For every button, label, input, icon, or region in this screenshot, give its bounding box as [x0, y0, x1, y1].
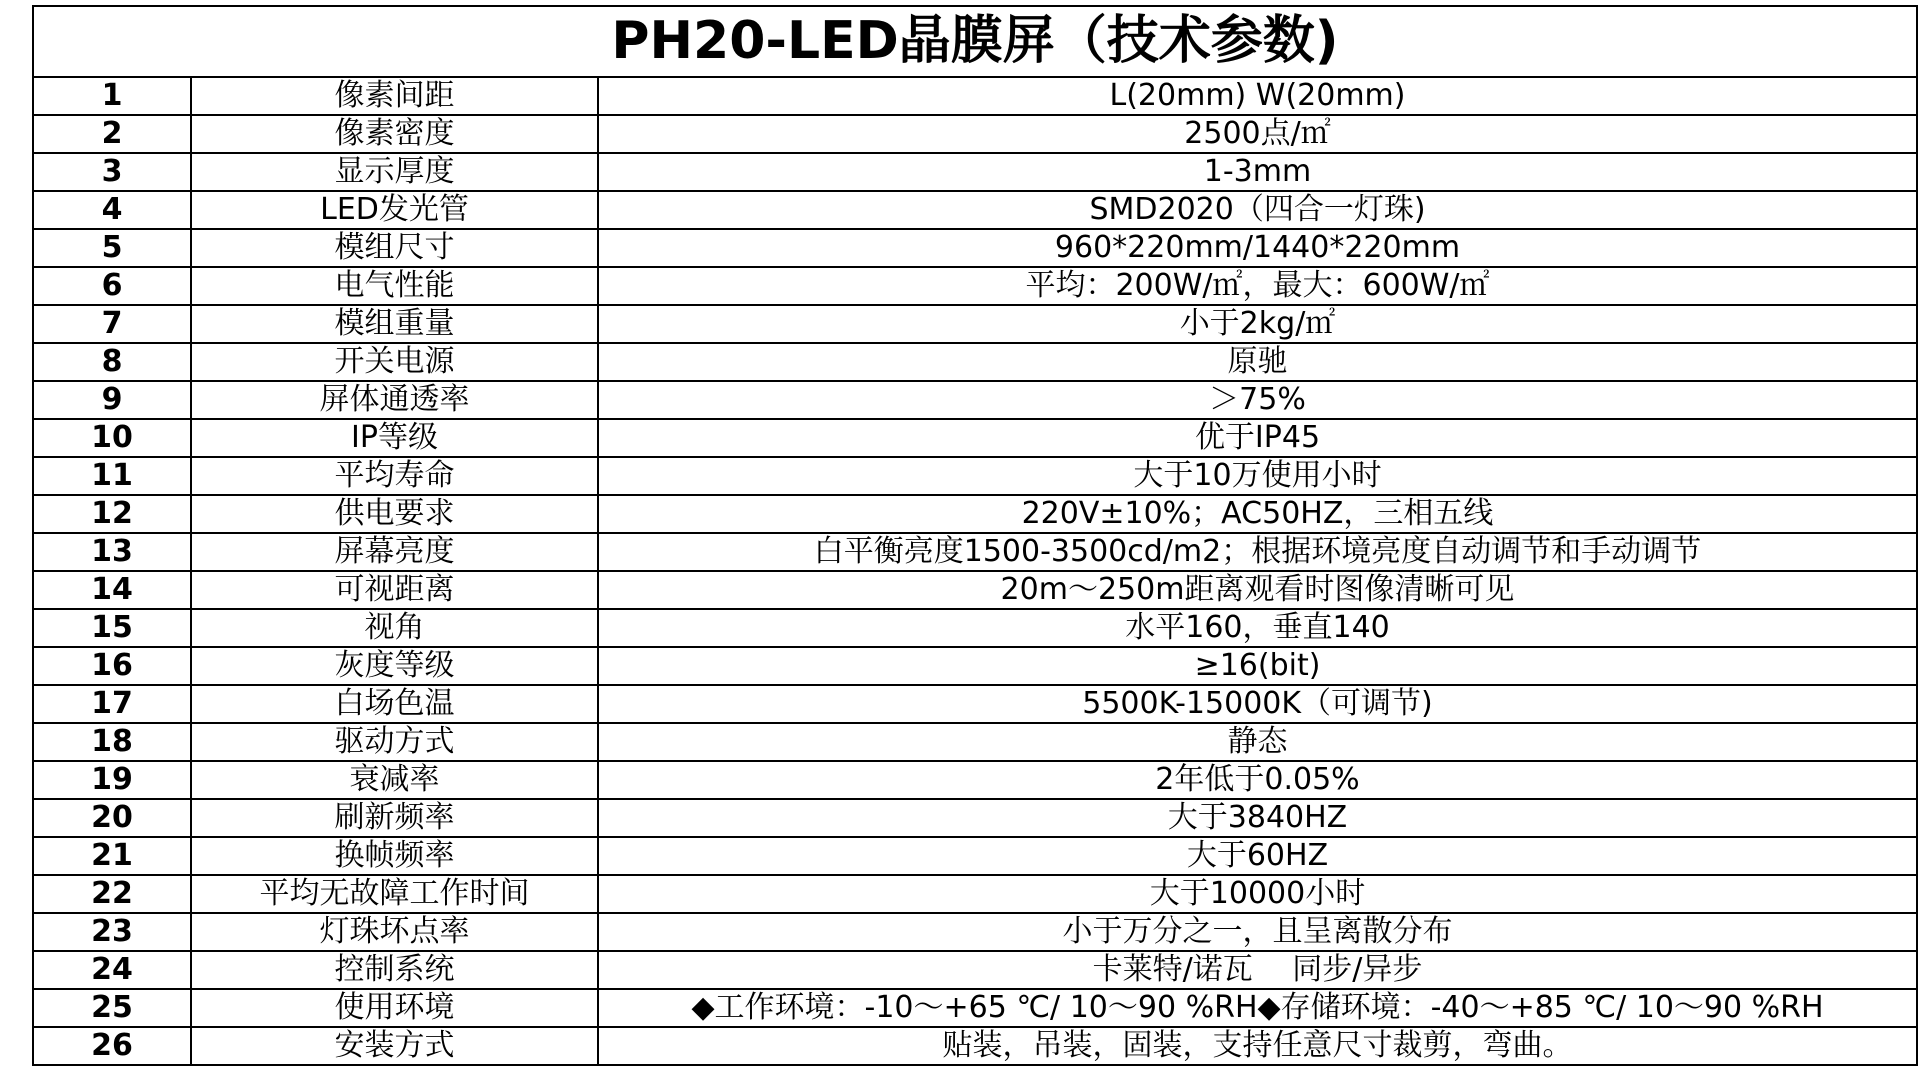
row-number: 24 [33, 951, 191, 989]
table-row [33, 951, 1917, 989]
row-number: 13 [33, 533, 191, 571]
parameter-name: 像素间距 [191, 77, 598, 115]
table-row [33, 267, 1917, 305]
parameter-name: 刷新频率 [191, 799, 598, 837]
parameter-value: 卡莱特/诺瓦 同步/异步 [598, 951, 1917, 989]
parameter-name: 显示厚度 [191, 153, 598, 191]
row-number: 6 [33, 267, 191, 305]
row-number: 18 [33, 723, 191, 761]
parameter-name: 驱动方式 [191, 723, 598, 761]
row-number: 26 [33, 1027, 191, 1065]
table-row [33, 685, 1917, 723]
parameter-value: 白平衡亮度1500-3500cd/m2；根据环境亮度自动调节和手动调节 [598, 533, 1917, 571]
row-number: 16 [33, 647, 191, 685]
parameter-value: 20m～250m距离观看时图像清晰可见 [598, 571, 1917, 609]
parameter-value: 静态 [598, 723, 1917, 761]
table-row [33, 229, 1917, 267]
parameter-name: 控制系统 [191, 951, 598, 989]
table-row [33, 609, 1917, 647]
parameter-name: 屏幕亮度 [191, 533, 598, 571]
parameter-name: 屏体通透率 [191, 381, 598, 419]
spec-sheet [32, 5, 1918, 1066]
row-number: 20 [33, 799, 191, 837]
parameter-value: 水平160，垂直140 [598, 609, 1917, 647]
row-number: 11 [33, 457, 191, 495]
parameter-value: 小于万分之一，且呈离散分布 [598, 913, 1917, 951]
parameter-value: ◆工作环境：-10～+65 ℃/ 10～90 %RH◆存储环境：-40～+85 ℃/ 10～90 %RH [598, 989, 1917, 1027]
parameter-name: 模组尺寸 [191, 229, 598, 267]
row-number: 8 [33, 343, 191, 381]
table-row [33, 1027, 1917, 1065]
parameter-name: 平均无故障工作时间 [191, 875, 598, 913]
parameter-value: 小于2kg/㎡ [598, 305, 1917, 343]
parameter-value: 贴装，吊装，固装，支持任意尺寸裁剪，弯曲。 [598, 1027, 1917, 1065]
row-number: 2 [33, 115, 191, 153]
spec-table [32, 5, 1918, 1066]
table-row [33, 343, 1917, 381]
parameter-name: 安装方式 [191, 1027, 598, 1065]
parameter-name: IP等级 [191, 419, 598, 457]
parameter-value: 960*220mm/1440*220mm [598, 229, 1917, 267]
table-row [33, 913, 1917, 951]
row-number: 21 [33, 837, 191, 875]
table-row [33, 989, 1917, 1027]
parameter-name: 使用环境 [191, 989, 598, 1027]
parameter-value: 2500点/㎡ [598, 115, 1917, 153]
table-title: PH20-LED晶膜屏（技术参数) [33, 6, 1917, 77]
table-row [33, 77, 1917, 115]
row-number: 15 [33, 609, 191, 647]
table-row [33, 191, 1917, 229]
row-number: 14 [33, 571, 191, 609]
parameter-value: 大于10万使用小时 [598, 457, 1917, 495]
table-row [33, 115, 1917, 153]
parameter-value: 原驰 [598, 343, 1917, 381]
parameter-name: 白场色温 [191, 685, 598, 723]
table-row [33, 723, 1917, 761]
row-number: 12 [33, 495, 191, 533]
row-number: 5 [33, 229, 191, 267]
parameter-name: 可视距离 [191, 571, 598, 609]
row-number: 23 [33, 913, 191, 951]
parameter-name: 平均寿命 [191, 457, 598, 495]
table-row [33, 647, 1917, 685]
table-row [33, 305, 1917, 343]
row-number: 4 [33, 191, 191, 229]
row-number: 22 [33, 875, 191, 913]
parameter-name: 灯珠坏点率 [191, 913, 598, 951]
row-number: 1 [33, 77, 191, 115]
row-number: 7 [33, 305, 191, 343]
parameter-name: 像素密度 [191, 115, 598, 153]
parameter-value: 5500K-15000K（可调节) [598, 685, 1917, 723]
parameter-value: 大于60HZ [598, 837, 1917, 875]
parameter-name: 开关电源 [191, 343, 598, 381]
parameter-name: 衰减率 [191, 761, 598, 799]
row-number: 25 [33, 989, 191, 1027]
table-row [33, 799, 1917, 837]
parameter-name: 换帧频率 [191, 837, 598, 875]
parameter-name: 视角 [191, 609, 598, 647]
parameter-value: 2年低于0.05% [598, 761, 1917, 799]
table-row [33, 153, 1917, 191]
parameter-value: 1-3mm [598, 153, 1917, 191]
row-number: 19 [33, 761, 191, 799]
table-row [33, 457, 1917, 495]
parameter-value: 大于10000小时 [598, 875, 1917, 913]
row-number: 3 [33, 153, 191, 191]
row-number: 10 [33, 419, 191, 457]
row-number: 9 [33, 381, 191, 419]
parameter-name: 供电要求 [191, 495, 598, 533]
parameter-value: L(20mm) W(20mm) [598, 77, 1917, 115]
parameter-value: ≥16(bit) [598, 647, 1917, 685]
parameter-name: 模组重量 [191, 305, 598, 343]
table-row [33, 495, 1917, 533]
table-row [33, 533, 1917, 571]
parameter-value: 优于IP45 [598, 419, 1917, 457]
parameter-value: SMD2020（四合一灯珠) [598, 191, 1917, 229]
spec-table-body [33, 77, 1917, 1065]
parameter-name: 电气性能 [191, 267, 598, 305]
table-row [33, 419, 1917, 457]
parameter-name: 灰度等级 [191, 647, 598, 685]
table-row [33, 837, 1917, 875]
row-number: 17 [33, 685, 191, 723]
table-row [33, 761, 1917, 799]
parameter-name: LED发光管 [191, 191, 598, 229]
parameter-value: 大于3840HZ [598, 799, 1917, 837]
parameter-value: 220V±10%；AC50HZ，三相五线 [598, 495, 1917, 533]
table-row [33, 571, 1917, 609]
table-row [33, 875, 1917, 913]
parameter-value: 平均：200W/㎡，最大：600W/㎡ [598, 267, 1917, 305]
table-row [33, 381, 1917, 419]
parameter-value: ＞75% [598, 381, 1917, 419]
